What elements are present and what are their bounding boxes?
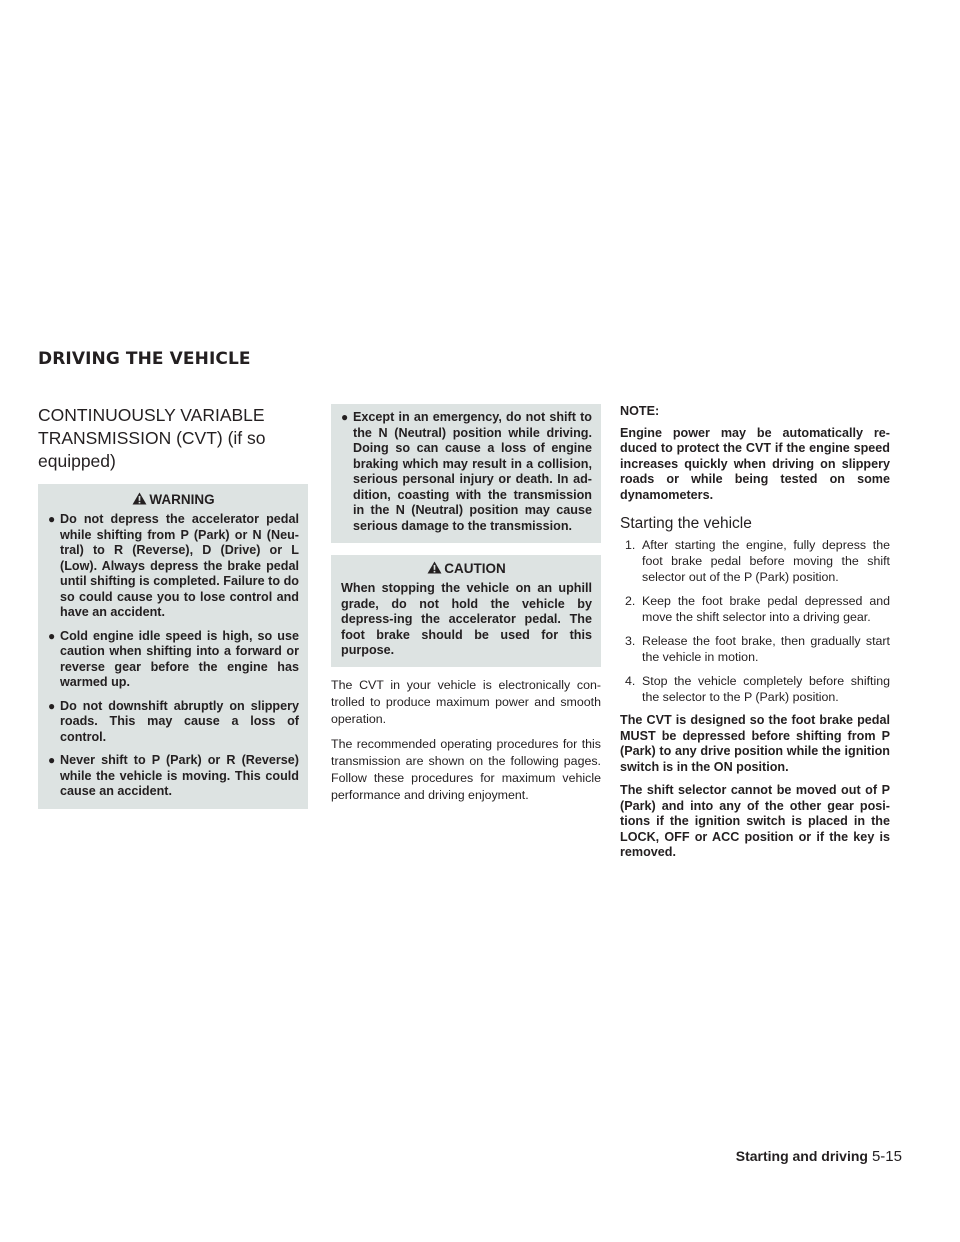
caution-text: When stopping the vehicle on an uphill grade, do not hold the vehicle by depress-ing the accelerator pedal. The foot brake should be used for this purpose.	[341, 581, 592, 657]
bold-paragraph: The shift selector cannot be moved out of P (Park) and into any of the other gear posi-tions if the ignition switch is placed in the LOCK, OFF or ACC position or if the key is removed.	[620, 783, 890, 859]
warning-item: ● Except in an emergency, do not shift to the N (Neutral) position while driving. Doing so can cause a loss of engine braking which may result in a collision, serious personal injury or death. In ad-dition, coasting with the transmission in the N (Neutral) position may cause serious damage to the transmission.	[341, 410, 592, 533]
step-item: 1. After starting the engine, fully depress the foot brake pedal before moving the shift selector out of the P (Park) position.	[625, 538, 890, 584]
note-text: Engine power may be automatically re-duced to protect the CVT if the engine speed increases quickly when driving on slippery roads or while being tested on some dynamometers.	[620, 425, 890, 502]
warning-heading: WARNING	[48, 486, 299, 512]
footer-section: Starting and driving	[735, 1148, 868, 1164]
warning-item: ● Never shift to P (Park) or R (Reverse) while the vehicle is moving. This could cause an accident.	[48, 753, 299, 798]
bullet-icon: ●	[48, 628, 56, 643]
body-paragraph: The recommended operating procedures for this transmission are shown on the following pages. Follow these procedures for maximum vehicle performance and driving enjoyment.	[331, 736, 601, 802]
page-number: 5-15	[871, 1148, 902, 1165]
caution-heading: CAUTION	[341, 555, 592, 581]
caution-box	[331, 555, 601, 667]
warning-item: ● Do not depress the accelerator pedal while shifting from P (Park) or N (Neu-tral) to R (Reverse), D (Drive) or L (Low). Always depress the brake pedal until shifting is completed. Failure to do so could cause you to lose control and have an accident.	[48, 512, 299, 619]
warning-item: ● Do not downshift abruptly on slippery roads. This may cause a loss of control.	[48, 698, 299, 744]
step-item: 2. Keep the foot brake pedal depressed and move the shift selector into a driving gear.	[625, 594, 890, 624]
warning-item: ● Cold engine idle speed is high, so use caution when shifting into a forward or reverse gear before the engine has warmed up.	[48, 628, 299, 689]
warning-triangle-icon	[427, 561, 442, 574]
bullet-icon: ●	[48, 753, 56, 767]
column-2	[331, 404, 601, 812]
column-1	[38, 404, 308, 809]
bullet-icon: ●	[48, 698, 56, 713]
warning-triangle-icon	[132, 492, 147, 505]
note-label: NOTE:	[620, 404, 660, 418]
step-item: 3. Release the foot brake, then gradually start the vehicle in motion.	[625, 634, 890, 664]
warning-box-continued	[331, 404, 601, 543]
bullet-icon: ●	[341, 410, 349, 424]
starting-steps	[620, 537, 890, 705]
body-paragraph: The CVT in your vehicle is electronically con-trolled to produce maximum power and smooth operation.	[331, 677, 601, 726]
warning-box	[38, 484, 308, 809]
column-3	[620, 404, 890, 869]
page-title: CONTINUOUSLY VARIABLE TRANSMISSION (CVT) (if so equipped)	[38, 405, 266, 471]
page-footer	[736, 1148, 902, 1165]
bold-paragraph: The CVT is designed so the foot brake pedal MUST be depressed before shifting from P (Park) to any drive position while the ignition switch is in the ON position.	[620, 713, 890, 774]
starting-heading: Starting the vehicle	[620, 515, 752, 532]
step-item: 4. Stop the vehicle completely before shifting the selector to the P (Park) position.	[625, 674, 890, 704]
section-header: DRIVING THE VEHICLE	[38, 349, 251, 369]
bullet-icon: ●	[48, 512, 56, 526]
